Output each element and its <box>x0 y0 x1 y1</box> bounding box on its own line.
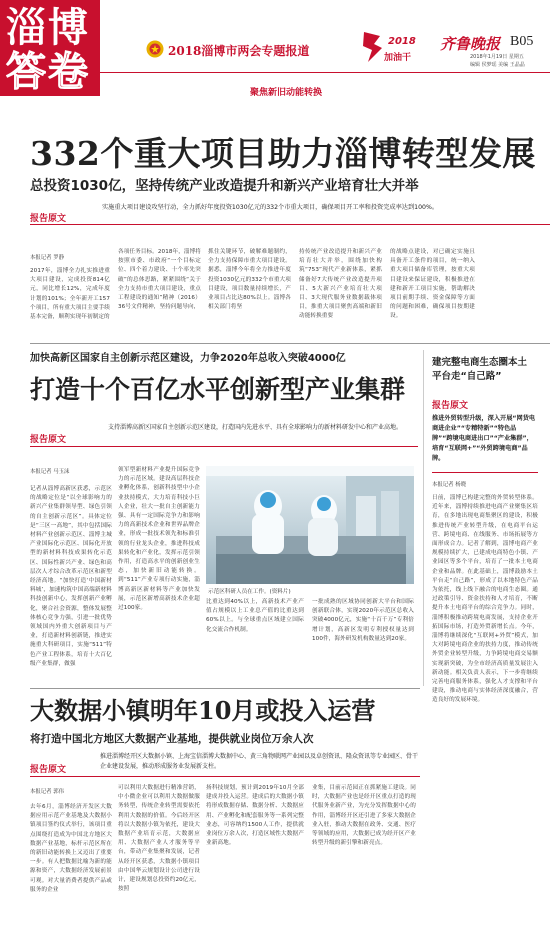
article2-headline: 打造十个百亿水平创新型产业集群 <box>30 375 406 404</box>
lab-photo <box>206 466 414 584</box>
sidebar-headline: 建完整电商生态圈本土平台走“自己路” <box>432 357 528 382</box>
article2-lead: 支持淄博高新区国家自主创新示范区建设，打造国内先进水平、具有全球影响力的新材料研发中心和产业高地。 <box>108 424 403 431</box>
article2-col1: 记者从淄博高新区获悉，示范区的战略定位是“以全球影响力的新兴产业集群领导型、绿色引领的自主创新示范区”。具体定位是“三区一高地”，其中包括国际材料产业创新示范区、淄博主城产业国际化示范区、国际化开放型的新材料科技成果转化示范区、国际性新兴产业、绿色和高层次人才综合改革示范区和新型经济高地。“加快打造‘中国新材料城’，加速构筑中国高端新材料科技创新中心，发挥创新产业孵化，聚合社会资源，整体发展整体核心竞争力强，引进一批优势领域国内外重大创新项目与产业，打造新材料创新链，推进实施重大科研项目，实施“511”特色产业工程体系，培育十大百亿级产业集群，做强 <box>30 486 112 667</box>
article3-col3: 扬科技规划，预计到2019年10月全部建成并投入运营。建成后的大数据小镇将形成数据存储、数据分析、大数据应用、产业孵化和配套服务等一系列完整业态，可容纳约1500人工作，提供就业岗位万余人次，打造区域性大数据产业新高地。 <box>206 785 304 847</box>
article1-lead: 实施重大项目建设攻坚行动，全力抓好年度投资1030亿元的332个市重大项目，确保项目开工率和投资完成率达到100%。 <box>102 204 439 211</box>
sidebar-tag: 报告原文 <box>432 401 469 411</box>
article1-headline: 332个重大项目助力淄博转型发展 <box>30 134 536 173</box>
sidebar-body: 日前，淄博已构建完整的外贸转型体系。近年来，淄博持续推进电商产业聚集区培育，在多地出现电商集聚区的建设，积极推进传统产业转型升级，在电商平台运营、跨境电商、在线服务、市场拓展等方面形成合力。记者了解到，淄博电商产业规模持续扩大，已建成电商特色小镇、产业园区等多个平台，培育了一批本土电商企业和品牌。在此基础上，淄博鼓励本土平台走“自己路”，形成了以本地特色产品为依托，线上线下融合的电商生态圈。通过政策引导、资金扶持和人才培育，不断提升本土电商平台的综合竞争力。同时，淄博积极推动跨境电商发展，支持企业开拓国际市场，打造外贸新增长点。今年，淄博将继续深化“互联网+外贸”模式，加大对跨境电商企业的扶持力度，推动传统外贸企业转型升级，力争跨境电商交易额实现新突破，为全市经济高质量发展注入新动能。相关负责人表示，下一步将继续完善电商服务体系，强化人才支撑和平台建设，推动电商与实体经济深度融合，营造良好的发展环境。 <box>432 495 538 704</box>
article1-col4: 持传统产业改造提升和新兴产业培育壮大并举，围绕加快构筑“753”现代产业新体系，紧抓储备好7大传统产业改造提升项目、5大新兴产业培育壮大项目、3大现代服务业数据载体项目，推重大项目聚焦高端和新旧动能转换重要 <box>299 249 382 320</box>
paper-name: 齐鲁晚报 <box>440 35 501 53</box>
article3-byline: 本报记者 郭伟 <box>30 789 65 795</box>
article2-byline: 本报记者 马玉沫 <box>30 469 70 475</box>
sidebar-rule <box>432 472 538 473</box>
article2-col4: 一批成熟的区域协同创新大平台和国际创新联合体，实现2020年示范区总收入突破4000亿元，实施“十百千万”专利倍增计划，高新区发明专利授权量达到100件，海外研发机构数量达到20家。 <box>312 599 414 642</box>
article2-bottom-rule <box>30 688 420 689</box>
sidebar-divider <box>423 350 424 686</box>
article3-headline: 大数据小镇明年10月或投入运营 <box>30 696 376 725</box>
article1-col1: 2017年，淄博全力扎实推进重大项目建设，完成投资814亿元，同比增长12%，完成年度计划的101%；全年新开工157个项目，所有重大项目主要手续基本完备，顺利实现年初制定的 <box>30 268 110 321</box>
article3-col4: 业集，目前示范园正在抓紧施工建设。同时，大数据产业也是经开区重点打造的现代服务业新产业，为充分发挥数据中心的作用，淄博经开区还引进了多家大数据企业入驻，推动大数据在政务、交通、医疗等领域的应用，大数据已成为经开区产业转型升级的新引擎和新亮点。 <box>312 785 416 847</box>
article2-rule <box>30 446 418 447</box>
page-number: B05 <box>510 34 534 49</box>
article2-tag: 报告原文 <box>30 435 67 445</box>
editor-line: 编辑 侯梦瑶 美编 王晶晶 <box>470 62 525 68</box>
sidebar-quote: 推进外贸转型升级，深入开展“网货电商进企业”“专精特新”“特色品牌”“跨境电商进出口”“产业集群”，培育“互联网+”“外贸跨境电商”品牌。 <box>432 415 536 462</box>
article1-col5: 的战略点建设，对已确定实施且具备开工条件的项目，统一纳入重大项目储备库管理，按重大项目建设来保证建设，积极推进在建和新开工项目实施，帮助解决项目前期手续、资金保障等方面的问题和困难，确保项目按期建设。 <box>390 249 475 320</box>
photo-caption: 示范区科研人员在工作。(资料片) <box>208 589 291 595</box>
logo-figure-icon <box>360 30 386 64</box>
article3-col1: 去年6月，淄博经济开发区大数据应用示范产业基地及大数据小镇项目签约仪式举行，该项目重点围绕打造成为中国北方地区大数据产业基地，标杆示范区所在的新旧动能转换上又迈出了重要一步。有人把数据比喻为新的能源和资产，大数据经济发展前景可观。对大量消费者提供产品或服务的企业 <box>30 804 112 893</box>
emblem-icon <box>146 40 164 58</box>
banner-title: 2018淄博市两会专题报道 <box>168 44 310 58</box>
masthead-rule <box>100 72 550 73</box>
article3-tag: 报告原文 <box>30 765 67 775</box>
section-title-top: 淄博 <box>6 4 90 51</box>
logo-year: 2018 <box>388 36 416 47</box>
article2-col2: 领军型新材料产业提升国际竞争力的示范区域。建设高层科技企业孵化体系，创新科技型中小企业扶持模式，大力培育科技小巨人企业，壮大一批自主创新能力强、具有一定国际竞争力和影响力的高新技术企业和世界品牌企业，形成一批技术领先和标准引领的行业龙头企业，推进科技成果转化和产业化，发挥示范引领作用，打造高水平的创新创业生态，加快新旧动能转换。到“511”产业专项行动实施，淄博高新区新材料等产业加快发展，示范区新增高新技术企业超过100家。 <box>118 467 200 612</box>
article3-col2: 可以利用大数据进行精准营销，中小微企业可以利用大数据做服务转型，传统企业转型需要依托利用大数据的价值。今后经开区将以大数据小镇为依托，建设大数据产业培育示范，大数据应用、大数据产业人才服务等平台，带动产业集聚和发展，记者从经开区获悉，大数据小镇项目由中国华云规划设计公司进行设计，建设规划总投资约20亿元，按照 <box>118 785 200 893</box>
logo-word: 加油干 <box>384 53 412 63</box>
article3-subhead: 将打造中国北方地区大数据产业基地，提供就业岗位万余人次 <box>30 733 314 745</box>
article1-col3: 抓住关键环节，破解难题制约，全力支持保障市重大项目建设。据悉，淄博今年将全力推进年度投资1030亿元的332个市重大项目建设，项目数量持续增长，产业项目占比达80%以上。淄博各相关部门将坚 <box>208 249 291 311</box>
article1-subhead: 总投资1030亿，坚持传统产业改造提升和新兴产业培育壮大并举 <box>30 178 419 194</box>
article1-col2: 各项任务目标。2018年，淄博将按照市委、市政府“一个目标定位、四个着力建设、十个率先突破”的总体思路，紧紧围绕“关于全力支持市重大项目建设，重点工程建设的通知”精神（2016）36号文件精神，坚持问题导向， <box>118 249 201 311</box>
article1-byline: 本报记者 罗静 <box>30 255 65 261</box>
sidebar-byline: 本报记者 杨晓 <box>432 482 467 488</box>
sub-banner: 聚焦新旧动能转换 <box>250 88 323 98</box>
section-title-bottom: 答卷 <box>6 48 90 95</box>
article3-lead: 推进淄博经开区大数据小镇、上海宝信淄博大数据中心、黄三角物联网产业园以及卓创资讯、隆众资讯等专业园区、骨干企业建设发展，推动形成服务业发展新支柱。 <box>100 753 419 770</box>
article1-tag: 报告原文 <box>30 214 67 224</box>
article3-rule <box>30 776 420 777</box>
article2-col3: 比重达到40%以上，高新技术产业产值占规模以上工业总产值的比重达到60%以上。与全球重点区域建立国际化交流合作机制。 <box>206 599 304 633</box>
article1-bottom-rule <box>30 343 550 344</box>
date-line: 2018年1月19日 星期五 <box>470 54 524 60</box>
article2-kicker: 加快高新区国家自主创新示范区建设，力争2020年总收入突破4000亿 <box>30 353 346 364</box>
article1-rule <box>30 224 550 225</box>
